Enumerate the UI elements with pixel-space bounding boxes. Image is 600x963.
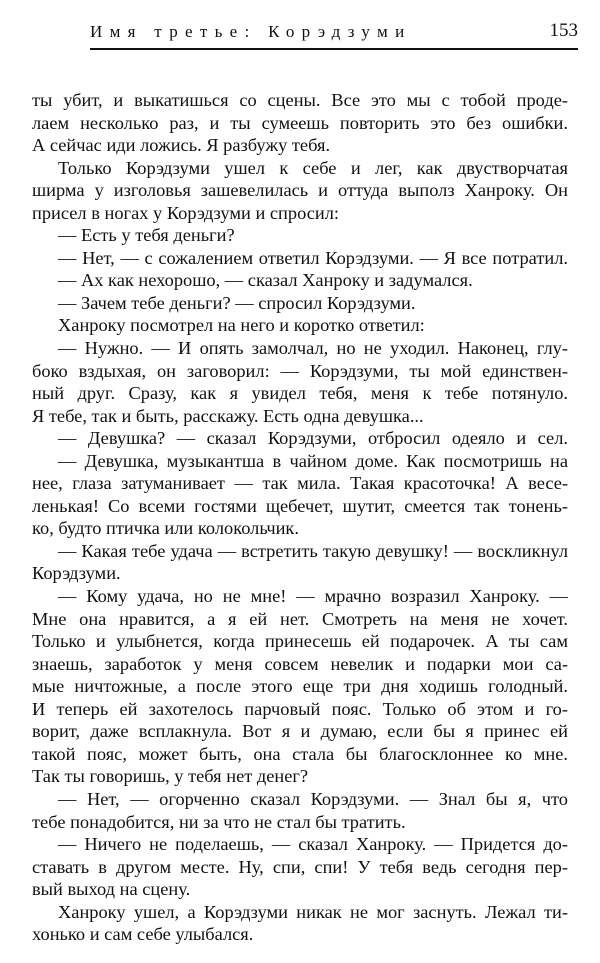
text-line: боко вздыхая, он заговорил: — Корэдзуми, ты мой единствен-: [32, 360, 568, 381]
text-line: тебе понадобится, ни за что не стал бы тратить.: [32, 811, 406, 832]
text-line: — Девушка, музыкантша в чайном доме. Как посмотришь на: [58, 450, 568, 471]
text-line: А сейчас иди ложись. Я разбужу тебя.: [32, 135, 331, 156]
text-line: — Какая тебе удача — встретить такую девушку! — воскликнул: [58, 540, 568, 561]
text-line: — Есть у тебя деньги?: [58, 225, 235, 246]
text-line: Корэдзуми.: [32, 563, 121, 584]
text-line: ный друг. Сразу, как я увидел тебя, меня к тебе потянуло.: [32, 383, 568, 404]
text-line: хонько и сам себе улыбался.: [32, 924, 254, 945]
text-line: ты убит, и выкатишься со сцены. Все это мы с тобой проде-: [32, 90, 568, 110]
text-line: Так ты говоришь, у тебя нет денег?: [32, 766, 309, 787]
text-line: такой пояс, может быть, она стала бы благосклоннее ко мне.: [32, 743, 568, 764]
text-line: нее, глаза затуманивает — так мила. Такая красоточка! А весе-: [32, 473, 568, 494]
text-line: лаем несколько раз, и ты сумеешь повторить это без ошибки.: [32, 112, 568, 133]
text-line: мые ничтожные, а после этого еще три дня ходишь голодный.: [32, 676, 568, 697]
text-line: Я тебе, так и быть, расскажу. Есть одна девушка...: [32, 405, 424, 426]
text-line: — Ах как нехорошо, — сказал Ханроку и задумался.: [58, 270, 473, 291]
text-line: ставать в другом месте. Ну, спи, спи! У тебя ведь сегодня пер-: [32, 856, 568, 877]
body-text: [32, 89, 568, 946]
text-line: — Нужно. — И опять замолчал, но не уходил. Наконец, глу-: [58, 338, 568, 359]
text-line: ворит, даже всплакнула. Вот я и думаю, если бы я принес ей: [32, 721, 568, 742]
text-line: ширма у изголовья зашевелилась и оттуда выполз Ханроку. Он: [32, 180, 568, 201]
text-line: Ханроку ушел, а Корэдзуми никак не мог заснуть. Лежал ти-: [58, 901, 568, 922]
text-line: ленькая! Со всеми гостями щебечет, шутит, смеется так тонень-: [32, 495, 568, 516]
header-rule: [90, 48, 578, 50]
text-line: И теперь ей захотелось парчовый пояс. Только об этом и го-: [32, 698, 568, 719]
text-line: присел в ногах у Корэдзуми и спросил:: [32, 202, 340, 223]
text-line: Ханроку посмотрел на него и коротко ответил:: [58, 315, 425, 336]
text-line: — Нет, — огорченно сказал Корэдзуми. — Знал бы я, что: [58, 788, 568, 809]
text-line: — Ничего не поделаешь, — сказал Ханроку. — Придется до-: [58, 834, 568, 855]
running-head: [90, 20, 578, 50]
text-line: Мне она нравится, а я ей нет. Смотреть на меня не хочет.: [32, 608, 568, 629]
text-line: — Нет, — с сожалением ответил Корэдзуми. — Я все потратил.: [58, 247, 568, 268]
text-line: знаешь, заработок у меня совсем невелик и подарки мои са-: [32, 653, 568, 674]
text-line: — Зачем тебе деньги? — спросил Корэдзуми.: [58, 292, 416, 313]
text-line: — Кому удача, но не мне! — мрачно возразил Ханроку. —: [58, 586, 568, 607]
page-number: 153: [549, 20, 578, 41]
text-line: Только и улыбнется, когда принесешь ей подарочек. А ты сам: [32, 631, 568, 652]
text-line: Только Корэдзуми ушел к себе и лег, как двустворчатая: [58, 157, 568, 178]
running-head-title: Имя третье: Корэдзуми: [90, 22, 412, 41]
text-line: вый выход на сцену.: [32, 879, 191, 900]
text-line: — Девушка? — сказал Корэдзуми, отбросил одеяло и сел.: [58, 428, 568, 449]
text-line: ко, будто птичка или колокольчик.: [32, 518, 299, 539]
